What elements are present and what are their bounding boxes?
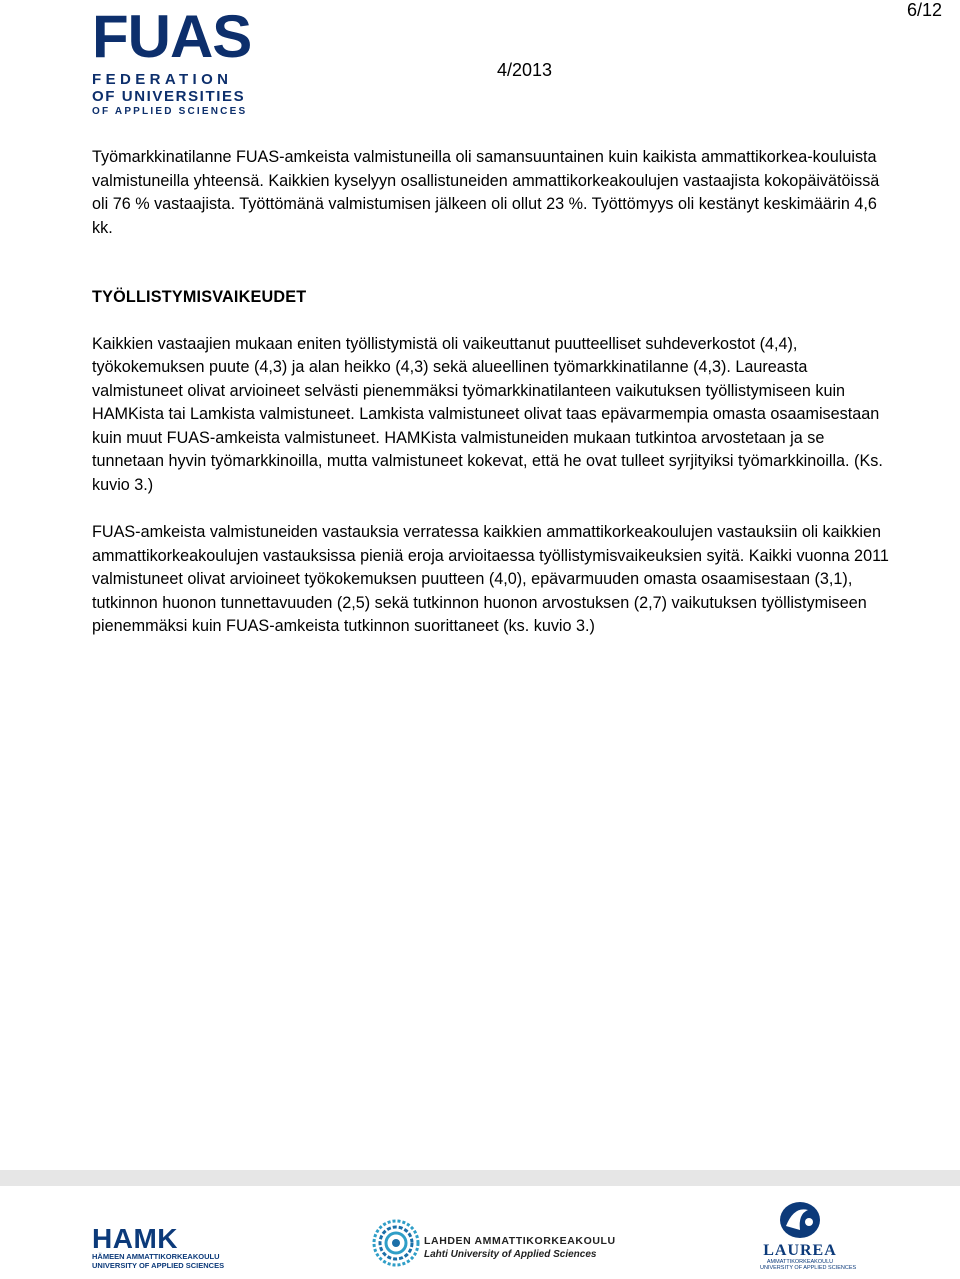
lamk-logo-line2: Lahti University of Applied Sciences bbox=[424, 1249, 597, 1260]
lamk-spiral-icon bbox=[372, 1219, 420, 1267]
report-date: 4/2013 bbox=[497, 60, 553, 80]
hamk-logo-name: HAMK bbox=[92, 1223, 178, 1254]
laurea-logo-name: LAUREA bbox=[763, 1242, 837, 1259]
fuas-logo bbox=[92, 12, 254, 118]
laurea-logo-line1: AMMATTIKORKEAKOULU bbox=[766, 1259, 834, 1265]
laurea-emblem-icon bbox=[778, 1200, 822, 1240]
paragraph-employment-situation: Työmarkkinatilanne FUAS-amkeista valmistuneilla oli samansuuntainen kuin kaikista ammattikorkea-kouluista valmistuneilla yhteensä. Kaikkien kyselyyn osallistuneiden ammattikorkeakoulujen vastaajista kokopäivätöissä oli 76 % vastaajista. Työttömänä valmistumisen jälkeen oli ollut 23 %. Työttömyys oli kestänyt keskimäärin 4,6 kk. bbox=[92, 148, 880, 237]
fuas-logo-line2: OF UNIVERSITIES bbox=[92, 88, 246, 105]
hamk-logo bbox=[92, 1223, 225, 1270]
page-number: 6/12 bbox=[906, 0, 942, 20]
footer-band bbox=[0, 1170, 960, 1186]
fuas-logo-line3: OF APPLIED SCIENCES bbox=[92, 106, 248, 117]
paragraph-comparison: FUAS-amkeista valmistuneiden vastauksia verratessa kaikkien ammattikorkeakoulujen vastauksiin oli kaikkien ammattikorkeakoulujen vastauksissa pieniä eroja arvioitaessa työllistymisvaikeuksien syitä. Kaikki vuonna 2011 valmistuneet olivat arvioineet työkokemuksen puutteen (4,0), epävarmuuden omasta osaamisestaan (3,1), tutkinnon huonon tunnettavuuden (2,5) sekä tutkinnon huonon arvostuksen (2,7) vaikutuksen työllistymiseen pienemmäksi kuin FUAS-amkeista tutkinnon suorittaneet (ks. kuvio 3.) bbox=[92, 523, 889, 635]
paragraph-employment-difficulties: Kaikkien vastaajien mukaan eniten työllistymistä oli vaikeuttanut puutteelliset suhdeverkostot (4,4), työkokemuksen puute (4,3) ja alan heikko (4,3) sekä alueellinen työmarkkinatilanne (4,3). Laureasta valmistuneet olivat arvioineet selvästi pienemmäksi työmarkkinatilanteen vaikutuksen työllistymiseen kuin HAMKista tai Lamkista valmistuneet. Lamkista valmistuneet olivat taas epävarmempia omasta osaamisestaan kuin muut FUAS-amkeista valmistuneet. HAMKista valmistuneiden mukaan tutkintoa arvostetaan ja se tunnetaan hyvin työmarkkinoilla, mutta valmistuneet kokevat, että he ovat tulleet syrjityiksi työmarkkinoilla. (Ks. kuvio 3.) bbox=[92, 334, 883, 494]
laurea-logo bbox=[760, 1200, 857, 1271]
laurea-logo-line2: UNIVERSITY OF APPLIED SCIENCES bbox=[760, 1265, 857, 1271]
section-heading: TYÖLLISTYMISVAIKEUDET bbox=[92, 288, 307, 306]
hamk-logo-line2: UNIVERSITY OF APPLIED SCIENCES bbox=[92, 1261, 225, 1270]
fuas-logo-mark: FUAS bbox=[92, 12, 252, 64]
fuas-logo-line1: FEDERATION bbox=[92, 71, 233, 88]
document-body bbox=[92, 146, 892, 639]
lamk-logo-line1: LAHDEN AMMATTIKORKEAKOULU bbox=[424, 1235, 616, 1247]
hamk-logo-line1: HÄMEEN AMMATTIKORKEAKOULU bbox=[92, 1252, 220, 1261]
